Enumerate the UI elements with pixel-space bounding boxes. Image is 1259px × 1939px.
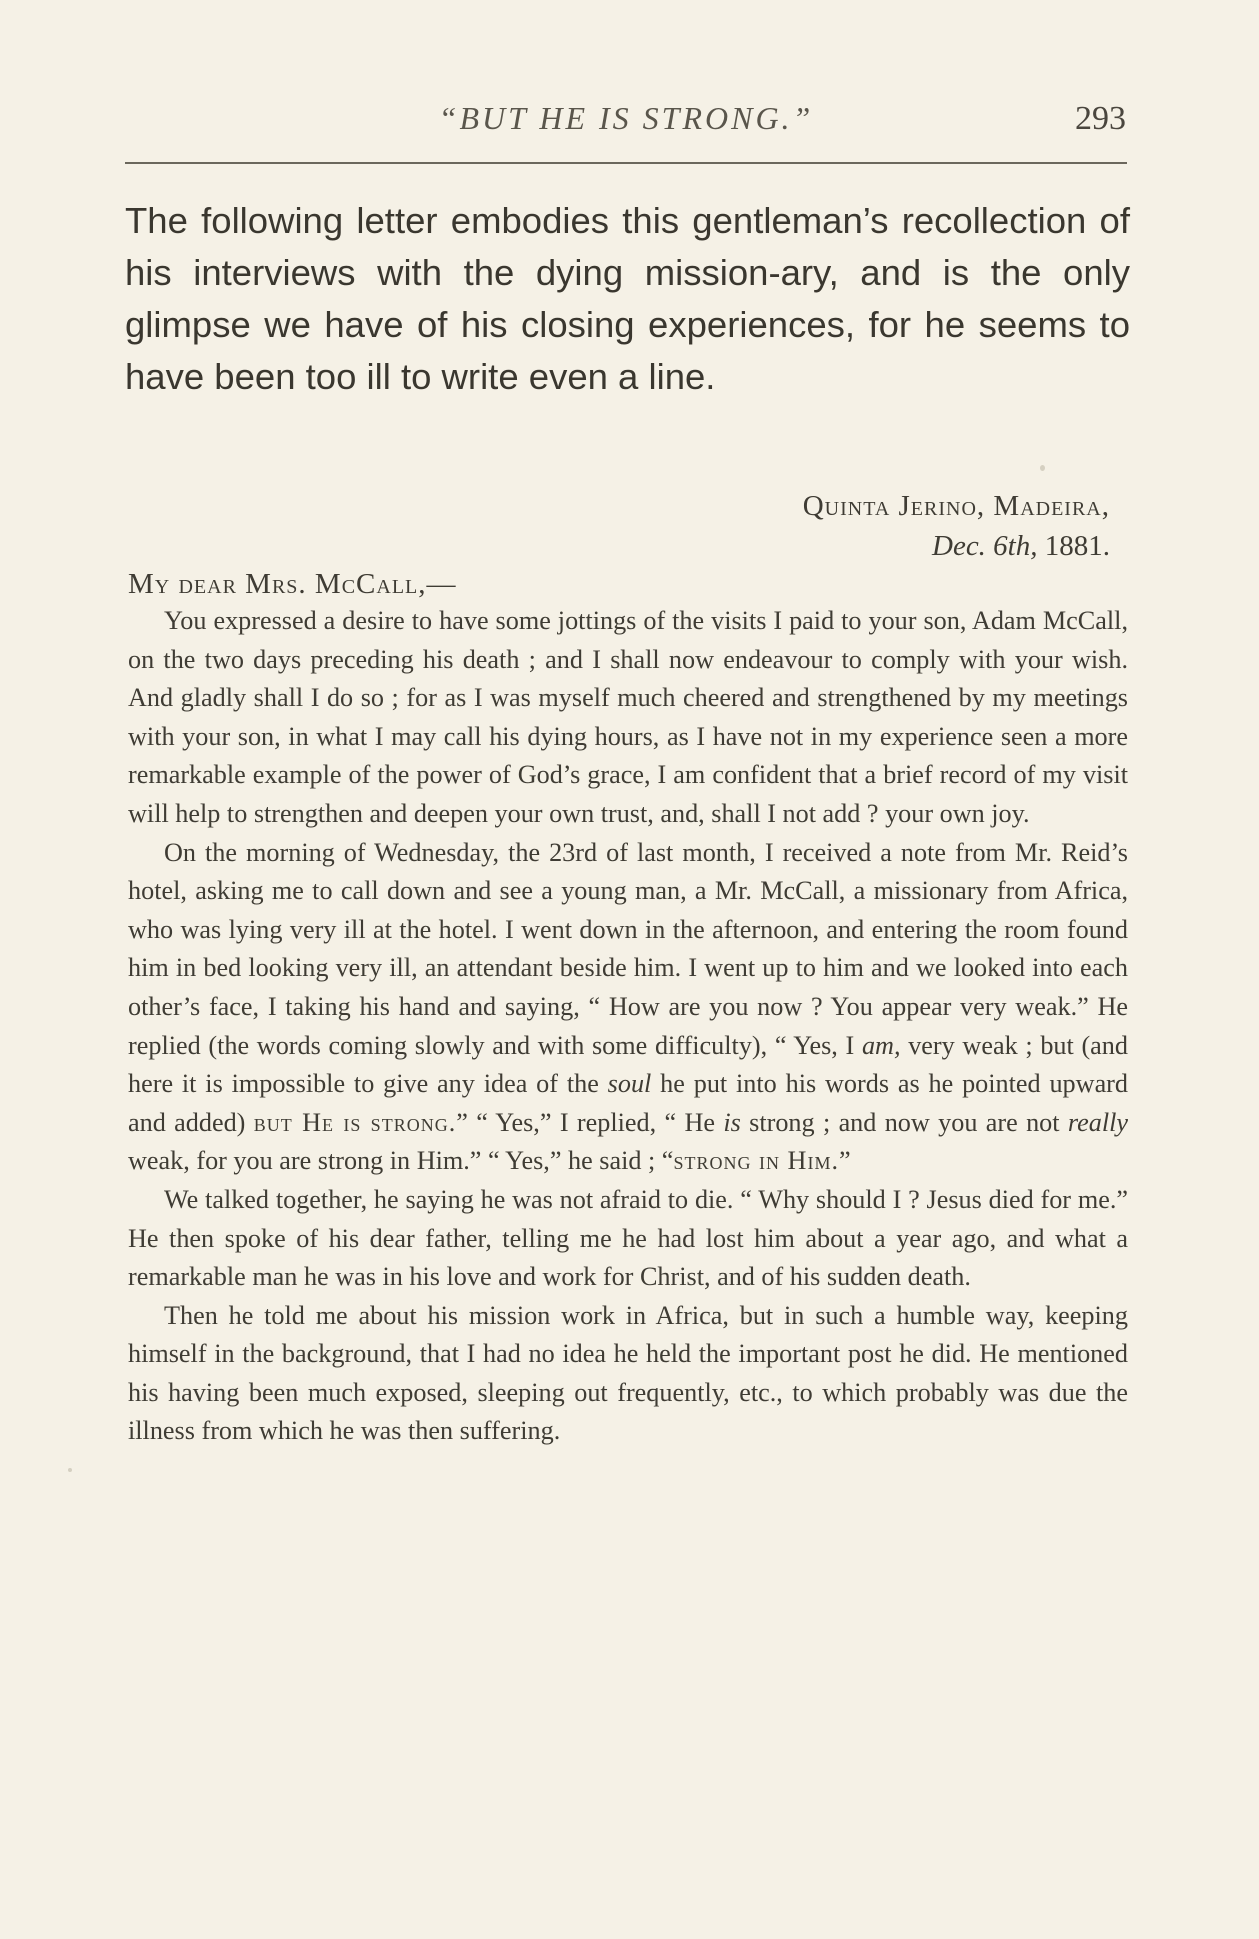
- letter-paragraph-1: You expressed a desire to have some jottings of the visits I paid to your son, Adam McCall, on the two days preceding his death ; and I shall now endeavour to comply with your wish. And gladly shall I do so ; for as I was myself much cheered and strengthened by my meetings with your son, in what I may call his dying hours, as I have not in my experience seen a more remarkable example of the power of God’s grace, I am confident that a brief record of my visit will help to strengthen and deepen your own trust, and, shall I not add ? your own joy.: [128, 606, 1128, 828]
- address-line: Quinta Jerino, Madeira,: [802, 490, 1110, 522]
- p2-emph-soul: soul: [607, 1069, 652, 1099]
- p2-emph-am: am,: [861, 1030, 901, 1060]
- intro-paragraph: The following letter embodies this gentleman’s recollection of his interviews with the dying mission-ary, and is the only glimpse we have of his closing experiences, for he seems to have been too ill to write even a line.: [125, 200, 1130, 397]
- p2-smallcaps-strong: but He is strong.: [253, 1107, 457, 1137]
- p2-text-e: strong ; and now you are not: [740, 1107, 1068, 1137]
- p2-text-c: he put into his words as he pointed upward and added): [128, 1069, 1129, 1137]
- header-rule: [125, 162, 1127, 164]
- letter-paragraph-4: Then he told me about his mission work in Africa, but in such a humble way, keeping himself in the background, that I had no idea he held the important post he did. He mentioned his having been much exposed, sleeping out frequently, etc., to which probably was due the illness from which he was then suffering.: [128, 1300, 1128, 1446]
- letter-body: [128, 602, 1128, 1451]
- p2-text-f: weak, for you are strong in Him.” “ Yes,” he said ; “: [128, 1146, 674, 1176]
- running-title: “BUT HE IS STRONG.”: [438, 100, 814, 136]
- date-prefix: Dec. 6th,: [932, 530, 1038, 562]
- p2-text-g: ”: [839, 1146, 851, 1176]
- p2-emph-really: really: [1067, 1107, 1129, 1137]
- p2-smallcaps-strong-in-him: strong in Him.: [673, 1146, 839, 1176]
- paper-speck: [68, 1468, 72, 1472]
- letter-paragraph-3: We talked together, he saying he was not afraid to die. “ Why should I ? Jesus died for me.” He then spoke of his dear father, telling me he had lost him about a year ago, and what a remarkable man he was in his love and work for Christ, and of his sudden death.: [128, 1184, 1128, 1292]
- page-number: 293: [1075, 100, 1126, 137]
- running-head: [120, 100, 1132, 150]
- p2-text-d: ” “ Yes,” I replied, “ He: [456, 1107, 724, 1137]
- paper-speck: [1040, 465, 1045, 471]
- p2-text-a: On the morning of Wednesday, the 23rd of last month, I received a note from Mr. Reid’s hotel, asking me to call down and see a young man, a Mr. McCall, a missionary from Africa, who was lying very ill at the hotel. I went down in the afternoon, and entering the room found him in bed looking very ill, an attendant beside him. I went up to him and we looked into each other’s face, I taking his hand and saying, “ How are you now ? You appear very weak.” He replied (the words coming slowly and with some difficulty), “ Yes, I: [128, 837, 1128, 1060]
- letter-date: [125, 526, 1110, 566]
- letter-address: [125, 486, 1110, 526]
- p2-text-b: very weak ; but (and here it is impossible to give any idea of the: [128, 1030, 1128, 1099]
- letter-salutation: My dear Mrs. McCall,—: [128, 568, 457, 600]
- date-year: 1881.: [1044, 530, 1110, 562]
- p2-emph-is: is: [723, 1107, 741, 1137]
- letter-paragraph-2: [128, 834, 1128, 1181]
